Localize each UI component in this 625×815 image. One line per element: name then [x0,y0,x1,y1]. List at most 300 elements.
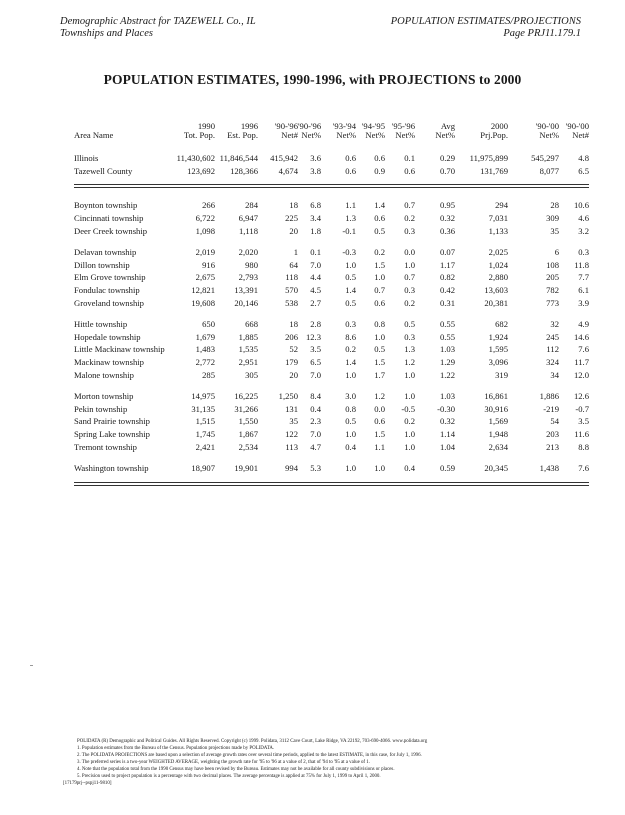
value-cell: 0.5 [345,272,356,283]
table-row [74,224,589,237]
column-header-line2: Tot. Pop. [183,130,215,140]
value-cell: 1.29 [439,357,455,368]
area-name-cell: Washington township [74,463,149,474]
value-cell: 0.6 [374,213,385,224]
header-right [391,16,581,40]
value-cell: 0.3 [404,225,415,236]
value-cell: 1,550 [238,416,258,427]
value-cell: 3.9 [578,297,589,308]
value-cell: 0.2 [404,416,415,427]
value-cell: 206 [285,331,298,342]
value-cell: 7,031 [488,213,508,224]
row-spacer [74,140,589,152]
value-cell: 0.2 [404,297,415,308]
column-header-line2: Net% [539,130,559,140]
value-cell: 0.2 [374,247,385,258]
header-left-subtitle: Townships and Places [60,28,153,39]
header-right-title: POPULATION ESTIMATES/PROJECTIONS [390,16,581,27]
column-header [258,122,298,140]
column-header-line2: Net% [395,130,415,140]
value-cell: 2,675 [195,272,215,283]
column-header [559,122,589,140]
column-header-line1: '95-'96 [391,121,415,131]
value-cell: 1.0 [404,391,415,402]
value-cell: 118 [285,272,298,283]
value-cell: 203 [546,428,559,439]
value-cell: 3.6 [310,153,321,164]
value-cell: 1.0 [345,463,356,474]
value-cell: 0.32 [439,213,455,224]
value-cell: 18 [289,319,298,330]
value-cell: 18 [289,200,298,211]
column-header-line2: Net# [281,130,298,140]
value-cell: -0.5 [401,403,415,414]
value-cell: 1.14 [439,428,455,439]
value-cell: 19,608 [191,297,215,308]
document-code: [17179prj--pspj11-9810] [63,781,112,786]
table-row [74,403,589,416]
table-row [74,165,589,178]
value-cell: 4,674 [278,165,298,176]
value-cell: 6.5 [578,165,589,176]
column-header-line1: 1990 [197,121,215,131]
row-spacer [74,453,589,462]
value-cell: 0.29 [439,153,455,164]
spacer-cell [74,309,589,318]
area-name-cell: Cincinnati township [74,213,144,224]
value-cell: 4.8 [578,153,589,164]
area-name-cell: Tazewell County [74,165,133,176]
table-row [74,296,589,309]
value-cell: 0.0 [374,403,385,414]
value-cell: 1.5 [374,357,385,368]
column-header-line2: Net% [301,130,321,140]
area-name-cell: Hittle township [74,319,128,330]
value-cell: 0.2 [345,344,356,355]
value-cell: 4.4 [310,272,321,283]
value-cell: 245 [546,331,559,342]
value-cell: 13,391 [234,285,258,296]
value-cell: 545,297 [531,153,559,164]
value-cell: 20 [289,225,298,236]
value-cell: 213 [546,441,559,452]
value-cell: 31,135 [191,403,215,414]
value-cell: 0.6 [345,153,356,164]
value-cell: 7.6 [578,463,589,474]
value-cell: 1.0 [404,369,415,380]
value-cell: 5.3 [310,463,321,474]
value-cell: 6.8 [310,200,321,211]
value-cell: 2,772 [195,357,215,368]
column-header-line1: '90-'96 [274,121,298,131]
value-cell: 0.4 [404,463,415,474]
value-cell: 0.6 [374,153,385,164]
value-cell: 0.5 [374,344,385,355]
value-cell: 32 [550,319,559,330]
value-cell: 1,867 [238,428,258,439]
double-rule [74,482,589,486]
footnote-2: 2. The POLIDATA PROJECTIONS are based upon a selection of average growth rates over several time periods, applied to the latest ESTIMATE, in this case, for July 1, 1996. [77,753,422,758]
value-cell: 1.4 [374,200,385,211]
value-cell: 2.7 [310,297,321,308]
table-row [74,271,589,284]
value-cell: 2,534 [238,441,258,452]
value-cell: 28 [550,200,559,211]
table-row [74,259,589,272]
value-cell: 2,025 [488,247,508,258]
value-cell: 4.9 [578,319,589,330]
table-row [74,440,589,453]
copyright-line: POLIDATA (R) Demographic and Political Guides. All Rights Reserved. Copyright (c) 1999. Polidata, 3112 Cave Court, Lake Ridge, VA 22192, 703-690-4066. www.polidata.org [77,739,428,744]
value-cell: 0.36 [439,225,455,236]
value-cell: 1,886 [539,391,559,402]
table-row [74,212,589,225]
value-cell: 0.3 [404,331,415,342]
footnote-1: 1. Population estimates from the Bureau of the Census. Population projections made by POLIDATA. [77,746,275,751]
table-row [74,152,589,165]
column-header-line2: Net% [435,130,455,140]
value-cell: 11.8 [574,259,589,270]
value-cell: 13,603 [484,285,508,296]
value-cell: 0.7 [374,285,385,296]
value-cell: 16,225 [234,391,258,402]
column-header [455,122,508,140]
value-cell: 538 [285,297,298,308]
value-cell: 0.3 [345,319,356,330]
value-cell: 1,515 [195,416,215,427]
area-name-cell: Elm Grove township [74,272,146,283]
value-cell: 19,901 [234,463,258,474]
value-cell: -0.7 [575,403,589,414]
value-cell: 20,146 [234,297,258,308]
value-cell: 1,924 [488,331,508,342]
value-cell: 0.7 [404,200,415,211]
value-cell: 0.55 [439,331,455,342]
value-cell: -0.3 [342,247,356,258]
value-cell: 108 [546,259,559,270]
table-row [74,390,589,403]
value-cell: 1.0 [374,331,385,342]
value-cell: 2,634 [488,441,508,452]
area-name-cell: Deer Creek township [74,225,148,236]
value-cell: 4.6 [578,213,589,224]
value-cell: 1.2 [374,391,385,402]
table-row [74,331,589,344]
header-left [60,16,256,40]
value-cell: 35 [289,416,298,427]
value-cell: 1.0 [345,369,356,380]
table-row [74,462,589,475]
value-cell: 8.4 [310,391,321,402]
column-header-line1: Avg [440,121,455,131]
value-cell: 6.1 [578,285,589,296]
value-cell: 0.95 [439,200,455,211]
value-cell: 7.0 [310,259,321,270]
value-cell: 0.4 [345,441,356,452]
table-row [74,368,589,381]
value-cell: 7.7 [578,272,589,283]
value-cell: 0.70 [439,165,455,176]
value-cell: 916 [202,259,215,270]
value-cell: -219 [543,403,559,414]
area-name-cell: Illinois [74,153,99,164]
value-cell: 0.82 [439,272,455,283]
value-cell: 123,692 [187,165,215,176]
spacer-cell [74,453,589,462]
value-cell: 3.5 [578,416,589,427]
value-cell: 35 [550,225,559,236]
value-cell: 4.7 [310,441,321,452]
value-cell: 6,947 [238,213,258,224]
value-cell: 0.59 [439,463,455,474]
value-cell: 128,366 [230,165,258,176]
value-cell: 284 [245,200,258,211]
column-header-line2: Net# [572,130,589,140]
column-header-line1: '94-'95 [361,121,385,131]
value-cell: 20 [289,369,298,380]
value-cell: 2,880 [488,272,508,283]
value-cell: 2,951 [238,357,258,368]
value-cell: 0.3 [404,285,415,296]
value-cell: 570 [285,285,298,296]
area-name-cell: Mackinaw township [74,357,144,368]
column-header [385,122,415,140]
column-header-line1: 1996 [240,121,258,131]
value-cell: 122 [285,428,298,439]
value-cell: 8.6 [345,331,356,342]
value-cell: 0.7 [404,272,415,283]
value-cell: 0.5 [374,225,385,236]
value-cell: 16,861 [484,391,508,402]
value-cell: 7.6 [578,344,589,355]
value-cell: 1,745 [195,428,215,439]
row-spacer [74,309,589,318]
row-spacer [74,237,589,246]
column-header-line2: Net% [365,130,385,140]
value-cell: 3.2 [578,225,589,236]
value-cell: 1.1 [345,200,356,211]
column-header [508,122,559,140]
value-cell: 0.5 [404,319,415,330]
area-name-cell: Tremont township [74,441,137,452]
value-cell: 8,077 [539,165,559,176]
value-cell: 1,098 [195,225,215,236]
area-name-cell: Pekin township [74,403,128,414]
value-cell: 3.8 [310,165,321,176]
value-cell: 1.5 [374,259,385,270]
value-cell: 2.3 [310,416,321,427]
table-row [74,415,589,428]
column-header-line2: Est. Pop. [227,130,258,140]
column-header-line2: Area Name [74,130,114,140]
value-cell: -0.1 [342,225,356,236]
value-cell: 1.0 [404,428,415,439]
value-cell: 14,975 [191,391,215,402]
value-cell: 0.6 [374,297,385,308]
value-cell: 7.0 [310,369,321,380]
section-rule [74,474,589,486]
value-cell: 30,916 [484,403,508,414]
value-cell: -0.30 [437,403,455,414]
value-cell: 319 [495,369,508,380]
area-name-cell: Fondulac township [74,285,140,296]
value-cell: 11,430,602 [176,153,215,164]
value-cell: 1,483 [195,344,215,355]
value-cell: 1.3 [345,213,356,224]
spacer-cell [74,381,589,390]
value-cell: 179 [285,357,298,368]
value-cell: 31,266 [234,403,258,414]
area-name-cell: Spring Lake township [74,428,150,439]
value-cell: 1.0 [404,441,415,452]
value-cell: 11.6 [574,428,589,439]
value-cell: 0.07 [439,247,455,258]
footer-notes [63,738,577,787]
area-name-cell: Hopedale township [74,331,141,342]
value-cell: 980 [245,259,258,270]
column-header-line1: '90-'00 [565,121,589,131]
column-header-line2: Net% [336,130,356,140]
value-cell: 0.5 [345,297,356,308]
value-cell: 1.7 [374,369,385,380]
column-header-row [74,122,589,140]
value-cell: 3.4 [310,213,321,224]
value-cell: 773 [546,297,559,308]
column-header [215,122,258,140]
value-cell: 20,381 [484,297,508,308]
value-cell: 1.2 [404,357,415,368]
value-cell: 1.17 [439,259,455,270]
value-cell: 10.6 [573,200,589,211]
value-cell: 1,024 [488,259,508,270]
value-cell: 18,907 [191,463,215,474]
area-name-cell: Sand Prairie township [74,416,150,427]
value-cell: 1.0 [374,272,385,283]
double-rule [74,184,589,188]
value-cell: 12.6 [573,391,589,402]
value-cell: 1,535 [238,344,258,355]
rule-cell [74,177,589,199]
table-row [74,428,589,441]
value-cell: 3.0 [345,391,356,402]
rule-cell [74,474,589,486]
value-cell: 294 [495,200,508,211]
value-cell: 113 [285,441,298,452]
value-cell: 14.6 [573,331,589,342]
row-spacer [74,381,589,390]
column-header [74,122,174,140]
column-header-line1: '90-'96 [298,121,322,131]
area-name-cell: Malone township [74,369,134,380]
page-number: Page PRJ11.179.1 [503,28,581,39]
value-cell: 1.03 [439,391,455,402]
table-row [74,318,589,331]
value-cell: 131 [285,403,298,414]
value-cell: 1.22 [439,369,455,380]
value-cell: 6.5 [310,357,321,368]
value-cell: 782 [546,285,559,296]
column-header [174,122,215,140]
value-cell: 2,020 [238,247,258,258]
value-cell: 0.32 [439,416,455,427]
value-cell: 1.3 [404,344,415,355]
value-cell: 3.5 [310,344,321,355]
value-cell: 11,846,544 [219,153,258,164]
value-cell: 0.31 [439,297,455,308]
value-cell: 64 [289,259,298,270]
value-cell: 415,942 [270,153,298,164]
value-cell: 1.4 [345,285,356,296]
spacer-cell [74,140,589,152]
value-cell: 1.04 [439,441,455,452]
value-cell: 0.8 [345,403,356,414]
area-name-cell: Boynton township [74,200,138,211]
value-cell: 225 [285,213,298,224]
value-cell: 285 [202,369,215,380]
value-cell: 6,722 [195,213,215,224]
column-header [298,122,321,140]
value-cell: 1.5 [374,428,385,439]
value-cell: 1.0 [345,428,356,439]
value-cell: 1,948 [488,428,508,439]
value-cell: 0.5 [345,416,356,427]
value-cell: 1,118 [238,225,258,236]
value-cell: 0.1 [404,153,415,164]
section-rule [74,177,589,199]
value-cell: 12.0 [573,369,589,380]
footnote-5: 5. Precision used to project population is a percentage with two decimal places. The average percentage is applied at 75% for July 1, 1999 to April 1, 2000. [77,774,381,779]
table-row [74,246,589,259]
value-cell: 1,438 [539,463,559,474]
value-cell: 11,975,899 [469,153,508,164]
value-cell: 0.55 [439,319,455,330]
value-cell: 0.6 [404,165,415,176]
area-name-cell: Morton township [74,391,134,402]
table-row [74,199,589,212]
value-cell: 682 [495,319,508,330]
column-header-line1: '93-'94 [332,121,356,131]
value-cell: 1,885 [238,331,258,342]
value-cell: 650 [202,319,215,330]
value-cell: 266 [202,200,215,211]
area-name-cell: Groveland township [74,297,144,308]
value-cell: 0.8 [374,319,385,330]
value-cell: 1,679 [195,331,215,342]
table-row [74,356,589,369]
value-cell: 20,345 [484,463,508,474]
value-cell: 2,793 [238,272,258,283]
value-cell: 0.3 [578,247,589,258]
value-cell: 34 [550,369,559,380]
value-cell: 1,569 [488,416,508,427]
value-cell: 1 [293,247,298,258]
value-cell: 305 [245,369,258,380]
value-cell: 2,421 [195,441,215,452]
footnote-3: 3. The preferred series is a two-year WEIGHTED AVERAGE, weighting the growth rate for '95 to '96 at a value of 2, that of '94 to '95 at a value of 1. [77,760,370,765]
value-cell: 0.0 [404,247,415,258]
value-cell: 205 [546,272,559,283]
footnote-4: 4. Note that the population total from the 1990 Census may have been revised by the Bureau. Estimates may not be available for all county subdivisions or places. [77,767,395,772]
value-cell: 8.8 [578,441,589,452]
value-cell: 1,595 [488,344,508,355]
area-name-cell: Little Mackinaw township [74,344,165,355]
value-cell: 1,133 [488,225,508,236]
value-cell: 12.3 [305,331,321,342]
value-cell: 0.1 [310,247,321,258]
value-cell: 7.0 [310,428,321,439]
header-left-title: Demographic Abstract for TAZEWELL Co., IL [60,16,256,27]
column-header-line2: Prj.Pop. [480,130,508,140]
